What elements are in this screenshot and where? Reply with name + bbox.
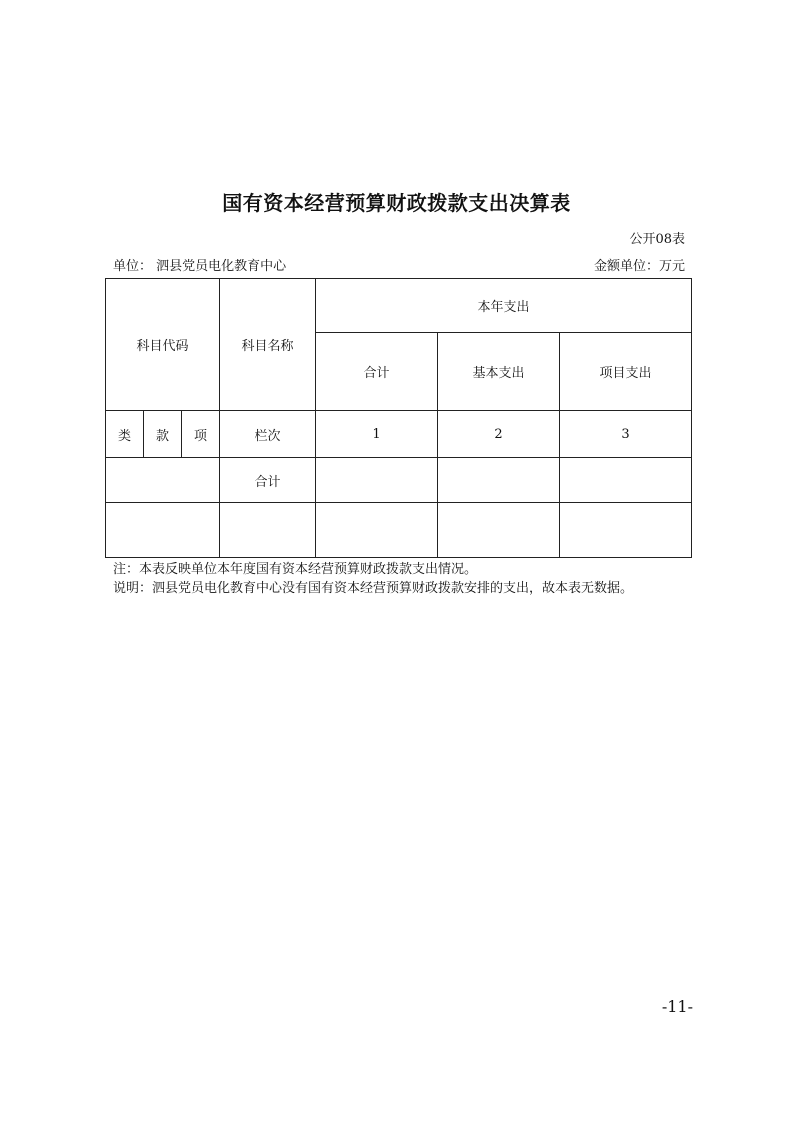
empty-row-code-cell: [106, 503, 220, 558]
page-title: 国有资本经营预算财政拨款支出决算表: [222, 191, 571, 215]
header-section: 款: [144, 411, 182, 458]
page-number: -11-: [661, 997, 693, 1016]
form-number: 公开08表: [629, 232, 685, 247]
header-subject-name: 科目名称: [220, 279, 316, 411]
table-empty-row: [106, 503, 692, 558]
column-order-3: 3: [560, 411, 692, 458]
header-total: 合计: [316, 333, 438, 411]
header-project-expenditure: 项目支出: [560, 333, 692, 411]
note-text: 注：本表反映单位本年度国有资本经营预算财政拨款支出情况。: [113, 562, 478, 577]
total-row-code-cell: [106, 458, 220, 503]
empty-row-basic-cell: [438, 503, 560, 558]
expenditure-table: [105, 278, 692, 558]
total-row-total-cell: [316, 458, 438, 503]
empty-row-total-cell: [316, 503, 438, 558]
unit-label: 单位： 泗县党员电化教育中心: [113, 259, 287, 274]
header-subject-code: 科目代码: [106, 279, 220, 411]
table-column-order-row: [106, 411, 692, 458]
header-basic-expenditure: 基本支出: [438, 333, 560, 411]
header-current-year-expenditure: 本年支出: [316, 279, 692, 333]
total-row-project-cell: [560, 458, 692, 503]
column-order-1: 1: [316, 411, 438, 458]
empty-row-project-cell: [560, 503, 692, 558]
header-item: 项: [182, 411, 220, 458]
explanation-text: 说明：泗县党员电化教育中心没有国有资本经营预算财政拨款安排的支出，故本表无数据。: [113, 581, 634, 596]
empty-row-name-cell: [220, 503, 316, 558]
notes-section: [113, 560, 633, 598]
header-class: 类: [106, 411, 144, 458]
total-row-basic-cell: [438, 458, 560, 503]
table-header-row: [106, 279, 692, 333]
total-row-label: 合计: [220, 458, 316, 503]
table-total-row: [106, 458, 692, 503]
amount-unit-label: 金额单位：万元: [593, 259, 685, 274]
column-order-label: 栏次: [220, 411, 316, 458]
column-order-2: 2: [438, 411, 560, 458]
